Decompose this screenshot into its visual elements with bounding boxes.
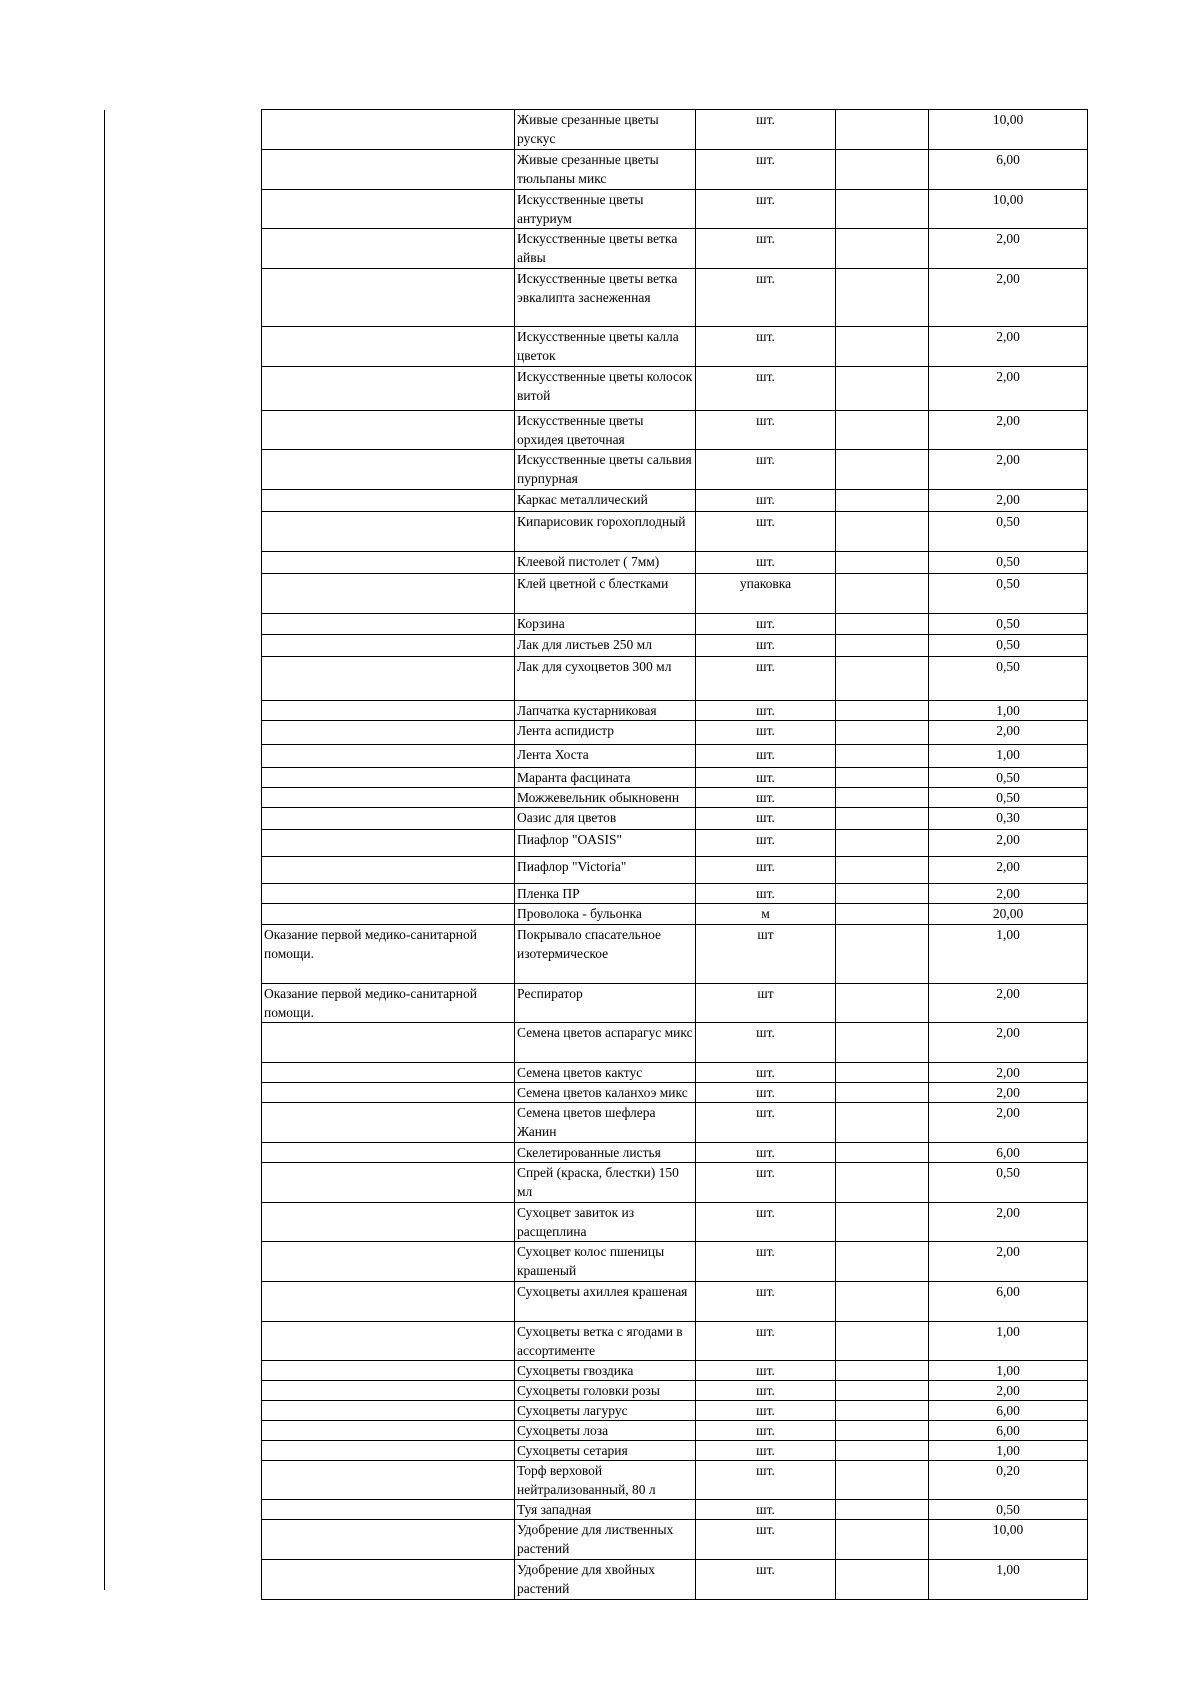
price-cell [836,490,929,512]
price-cell [836,1461,929,1500]
table-row [262,635,1088,657]
price-cell [836,1381,929,1401]
price-cell [836,884,929,904]
table-row [262,984,1088,1023]
unit-cell: шт. [696,857,836,884]
price-cell [836,808,929,830]
quantity-cell: 2,00 [929,1381,1088,1401]
section-cell [262,229,515,269]
quantity-cell: 2,00 [929,269,1088,327]
unit-cell: шт. [696,768,836,788]
quantity-cell: 2,00 [929,1242,1088,1282]
table-row [262,512,1088,552]
table-row [262,110,1088,150]
quantity-cell: 0,30 [929,808,1088,830]
price-cell [836,574,929,614]
quantity-cell: 2,00 [929,984,1088,1023]
section-cell [262,701,515,721]
unit-cell: шт. [696,1203,836,1242]
item-name-cell: Семена цветов каланхоэ микс [515,1083,696,1103]
quantity-cell: 0,50 [929,1500,1088,1520]
item-name-cell: Клей цветной с блестками [515,574,696,614]
unit-cell: шт. [696,1560,836,1600]
section-cell [262,1520,515,1560]
price-cell [836,635,929,657]
price-cell [836,1203,929,1242]
price-cell [836,768,929,788]
section-cell: Оказание первой медико-санитарной помощи. [262,925,515,984]
table-row [262,1143,1088,1163]
section-cell [262,657,515,701]
unit-cell: шт. [696,1063,836,1083]
table-row [262,150,1088,190]
quantity-cell: 0,50 [929,768,1088,788]
unit-cell: шт. [696,450,836,490]
unit-cell: шт. [696,721,836,745]
item-name-cell: Искусственные цветы сальвия пурпурная [515,450,696,490]
item-name-cell: Удобрение для лиственных растений [515,1520,696,1560]
item-name-cell: Лак для листьев 250 мл [515,635,696,657]
price-cell [836,701,929,721]
price-cell [836,1401,929,1421]
section-cell [262,1282,515,1322]
item-name-cell: Покрывало спасательное изотермическое [515,925,696,984]
section-cell [262,490,515,512]
section-cell [262,1103,515,1143]
table-row [262,884,1088,904]
unit-cell: шт [696,984,836,1023]
table-row [262,788,1088,808]
price-cell [836,512,929,552]
price-cell [836,450,929,490]
quantity-cell: 6,00 [929,1401,1088,1421]
item-name-cell: Сухоцветы лоза [515,1421,696,1441]
table-row [262,1322,1088,1361]
item-name-cell: Лапчатка кустарниковая [515,701,696,721]
price-cell [836,1242,929,1282]
item-name-cell: Проволока - бульонка [515,904,696,925]
unit-cell: шт. [696,614,836,635]
table-row [262,904,1088,925]
price-cell [836,1083,929,1103]
unit-cell: шт. [696,1023,836,1063]
price-cell [836,150,929,190]
price-cell [836,327,929,367]
item-name-cell: Пиафлор "Victoria" [515,857,696,884]
table-row [262,1103,1088,1143]
price-cell [836,904,929,925]
price-cell [836,1520,929,1560]
price-cell [836,1063,929,1083]
item-name-cell: Искусственные цветы ветка эвкалипта заснеженная [515,269,696,327]
section-cell [262,1023,515,1063]
unit-cell: шт. [696,512,836,552]
item-name-cell: Лак для сухоцветов 300 мл [515,657,696,701]
unit-cell: шт. [696,745,836,768]
price-cell [836,788,929,808]
table-row [262,1461,1088,1500]
price-cell [836,190,929,229]
quantity-cell: 10,00 [929,190,1088,229]
table-row [262,1063,1088,1083]
item-name-cell: Можжевельник обыкновенн [515,788,696,808]
table-row [262,1441,1088,1461]
unit-cell: шт. [696,657,836,701]
section-cell [262,1163,515,1203]
price-cell [836,745,929,768]
unit-cell: шт. [696,490,836,512]
section-cell [262,574,515,614]
price-cell [836,721,929,745]
section-cell [262,884,515,904]
table-row [262,1163,1088,1203]
table-row [262,574,1088,614]
quantity-cell: 2,00 [929,450,1088,490]
table-row [262,1282,1088,1322]
unit-cell: шт. [696,110,836,150]
price-cell [836,984,929,1023]
section-cell [262,721,515,745]
item-name-cell: Спрей (краска, блестки) 150 мл [515,1163,696,1203]
unit-cell: шт. [696,808,836,830]
quantity-cell: 1,00 [929,1560,1088,1600]
table-row [262,552,1088,574]
item-name-cell: Скелетированные листья [515,1143,696,1163]
section-cell [262,367,515,411]
item-name-cell: Удобрение для хвойных растений [515,1560,696,1600]
price-cell [836,657,929,701]
item-name-cell: Сухоцветы ахиллея крашеная [515,1282,696,1322]
table-row [262,721,1088,745]
section-cell [262,1500,515,1520]
section-cell [262,788,515,808]
quantity-cell: 2,00 [929,721,1088,745]
item-name-cell: Туя западная [515,1500,696,1520]
quantity-cell: 6,00 [929,1282,1088,1322]
quantity-cell: 0,50 [929,614,1088,635]
section-cell [262,269,515,327]
price-cell [836,1023,929,1063]
table-row [262,830,1088,857]
price-cell [836,1103,929,1143]
table-row [262,229,1088,269]
section-cell [262,1381,515,1401]
section-cell [262,1560,515,1600]
quantity-cell: 0,50 [929,635,1088,657]
unit-cell: шт. [696,1282,836,1322]
item-name-cell: Каркас металлический [515,490,696,512]
unit-cell: шт. [696,830,836,857]
table-row [262,1500,1088,1520]
price-cell [836,925,929,984]
quantity-cell: 1,00 [929,701,1088,721]
quantity-cell: 1,00 [929,1322,1088,1361]
price-cell [836,1282,929,1322]
section-cell [262,745,515,768]
section-cell [262,190,515,229]
section-cell: Оказание первой медико-санитарной помощи. [262,984,515,1023]
section-cell [262,1242,515,1282]
table-row [262,367,1088,411]
section-cell [262,1083,515,1103]
page-margin-rule [104,110,105,1590]
item-name-cell: Пиафлор "OASIS" [515,830,696,857]
unit-cell: упаковка [696,574,836,614]
unit-cell: шт. [696,367,836,411]
price-cell [836,229,929,269]
item-name-cell: Лента аспидистр [515,721,696,745]
unit-cell: шт. [696,1361,836,1381]
section-cell [262,552,515,574]
price-cell [836,614,929,635]
unit-cell: шт. [696,269,836,327]
quantity-cell: 6,00 [929,1421,1088,1441]
section-cell [262,1063,515,1083]
item-name-cell: Живые срезанные цветы тюльпаны микс [515,150,696,190]
unit-cell: шт. [696,884,836,904]
quantity-cell: 20,00 [929,904,1088,925]
table-row [262,614,1088,635]
price-cell [836,269,929,327]
price-cell [836,552,929,574]
section-cell [262,450,515,490]
item-name-cell: Респиратор [515,984,696,1023]
unit-cell: шт. [696,1461,836,1500]
item-name-cell: Маранта фасцината [515,768,696,788]
quantity-cell: 1,00 [929,925,1088,984]
unit-cell: шт. [696,150,836,190]
quantity-cell: 2,00 [929,367,1088,411]
unit-cell: шт. [696,1242,836,1282]
price-cell [836,1361,929,1381]
unit-cell: шт. [696,701,836,721]
quantity-cell: 2,00 [929,1083,1088,1103]
quantity-cell: 2,00 [929,1103,1088,1143]
table-row [262,1381,1088,1401]
item-name-cell: Кипарисовик горохоплодный [515,512,696,552]
quantity-cell: 0,50 [929,552,1088,574]
item-name-cell: Семена цветов аспарагус микс [515,1023,696,1063]
section-cell [262,857,515,884]
table-row [262,1242,1088,1282]
table-row [262,1023,1088,1063]
section-cell [262,768,515,788]
table-row [262,1520,1088,1560]
item-name-cell: Искусственные цветы антуриум [515,190,696,229]
unit-cell: шт. [696,1500,836,1520]
table-row [262,1560,1088,1600]
section-cell [262,150,515,190]
price-cell [836,1560,929,1600]
unit-cell: шт. [696,1163,836,1203]
unit-cell: шт. [696,1381,836,1401]
table-row [262,1421,1088,1441]
section-cell [262,1441,515,1461]
item-name-cell: Искусственные цветы калла цветок [515,327,696,367]
quantity-cell: 0,20 [929,1461,1088,1500]
quantity-cell: 2,00 [929,1023,1088,1063]
item-name-cell: Живые срезанные цветы рускус [515,110,696,150]
unit-cell: шт. [696,411,836,450]
quantity-cell: 2,00 [929,411,1088,450]
price-cell [836,830,929,857]
item-name-cell: Сухоцветы гвоздика [515,1361,696,1381]
table-row [262,768,1088,788]
item-name-cell: Лента Хоста [515,745,696,768]
table-row [262,450,1088,490]
unit-cell: шт. [696,1103,836,1143]
section-cell [262,808,515,830]
table-row [262,411,1088,450]
price-cell [836,411,929,450]
section-cell [262,635,515,657]
item-name-cell: Пленка ПР [515,884,696,904]
item-name-cell: Сухоцветы ветка с ягодами в ассортименте [515,1322,696,1361]
section-cell [262,1461,515,1500]
item-name-cell: Торф верховой нейтрализованный, 80 л [515,1461,696,1500]
quantity-cell: 2,00 [929,1203,1088,1242]
item-name-cell: Сухоцветы лагурус [515,1401,696,1421]
item-name-cell: Семена цветов кактус [515,1063,696,1083]
quantity-cell: 2,00 [929,490,1088,512]
table-row [262,857,1088,884]
item-name-cell: Корзина [515,614,696,635]
quantity-cell: 1,00 [929,1361,1088,1381]
item-name-cell: Семена цветов шефлера Жанин [515,1103,696,1143]
quantity-cell: 2,00 [929,229,1088,269]
item-name-cell: Сухоцветы головки розы [515,1381,696,1401]
price-cell [836,1163,929,1203]
price-cell [836,857,929,884]
unit-cell: шт. [696,1143,836,1163]
unit-cell: шт. [696,190,836,229]
quantity-cell: 10,00 [929,110,1088,150]
section-cell [262,1361,515,1381]
item-name-cell: Сухоцвет колос пшеницы крашеный [515,1242,696,1282]
quantity-cell: 0,50 [929,1163,1088,1203]
quantity-cell: 0,50 [929,788,1088,808]
quantity-cell: 0,50 [929,512,1088,552]
quantity-cell: 10,00 [929,1520,1088,1560]
section-cell [262,1322,515,1361]
unit-cell: шт. [696,1401,836,1421]
price-cell [836,1500,929,1520]
unit-cell: м [696,904,836,925]
section-cell [262,1203,515,1242]
items-table [261,109,1088,1600]
price-cell [836,1421,929,1441]
quantity-cell: 2,00 [929,830,1088,857]
section-cell [262,614,515,635]
quantity-cell: 1,00 [929,745,1088,768]
unit-cell: шт [696,925,836,984]
section-cell [262,512,515,552]
price-cell [836,1143,929,1163]
item-name-cell: Искусственные цветы орхидея цветочная [515,411,696,450]
quantity-cell: 6,00 [929,150,1088,190]
table-row [262,808,1088,830]
quantity-cell: 6,00 [929,1143,1088,1163]
table-row [262,745,1088,768]
quantity-cell: 0,50 [929,574,1088,614]
item-name-cell: Сухоцветы сетария [515,1441,696,1461]
unit-cell: шт. [696,1520,836,1560]
section-cell [262,904,515,925]
item-name-cell: Искусственные цветы колосок витой [515,367,696,411]
table-row [262,327,1088,367]
item-name-cell: Оазис для цветов [515,808,696,830]
quantity-cell: 2,00 [929,857,1088,884]
unit-cell: шт. [696,1322,836,1361]
quantity-cell: 1,00 [929,1441,1088,1461]
item-name-cell: Искусственные цветы ветка айвы [515,229,696,269]
unit-cell: шт. [696,1421,836,1441]
section-cell [262,327,515,367]
unit-cell: шт. [696,1441,836,1461]
table-row [262,490,1088,512]
table-row [262,1203,1088,1242]
section-cell [262,1401,515,1421]
quantity-cell: 0,50 [929,657,1088,701]
price-cell [836,1322,929,1361]
item-name-cell: Клеевой пистолет ( 7мм) [515,552,696,574]
section-cell [262,1421,515,1441]
table-row [262,1083,1088,1103]
table-row [262,1361,1088,1381]
section-cell [262,411,515,450]
section-cell [262,1143,515,1163]
item-name-cell: Сухоцвет завиток из расщеплина [515,1203,696,1242]
unit-cell: шт. [696,327,836,367]
table-row [262,269,1088,327]
table-row [262,657,1088,701]
unit-cell: шт. [696,552,836,574]
section-cell [262,830,515,857]
unit-cell: шт. [696,788,836,808]
table-row [262,925,1088,984]
table-row [262,1401,1088,1421]
price-cell [836,110,929,150]
price-cell [836,367,929,411]
unit-cell: шт. [696,1083,836,1103]
unit-cell: шт. [696,635,836,657]
price-cell [836,1441,929,1461]
quantity-cell: 2,00 [929,884,1088,904]
unit-cell: шт. [696,229,836,269]
table-row [262,701,1088,721]
quantity-cell: 2,00 [929,327,1088,367]
items-table-body [262,110,1088,1600]
table-row [262,190,1088,229]
quantity-cell: 2,00 [929,1063,1088,1083]
section-cell [262,110,515,150]
